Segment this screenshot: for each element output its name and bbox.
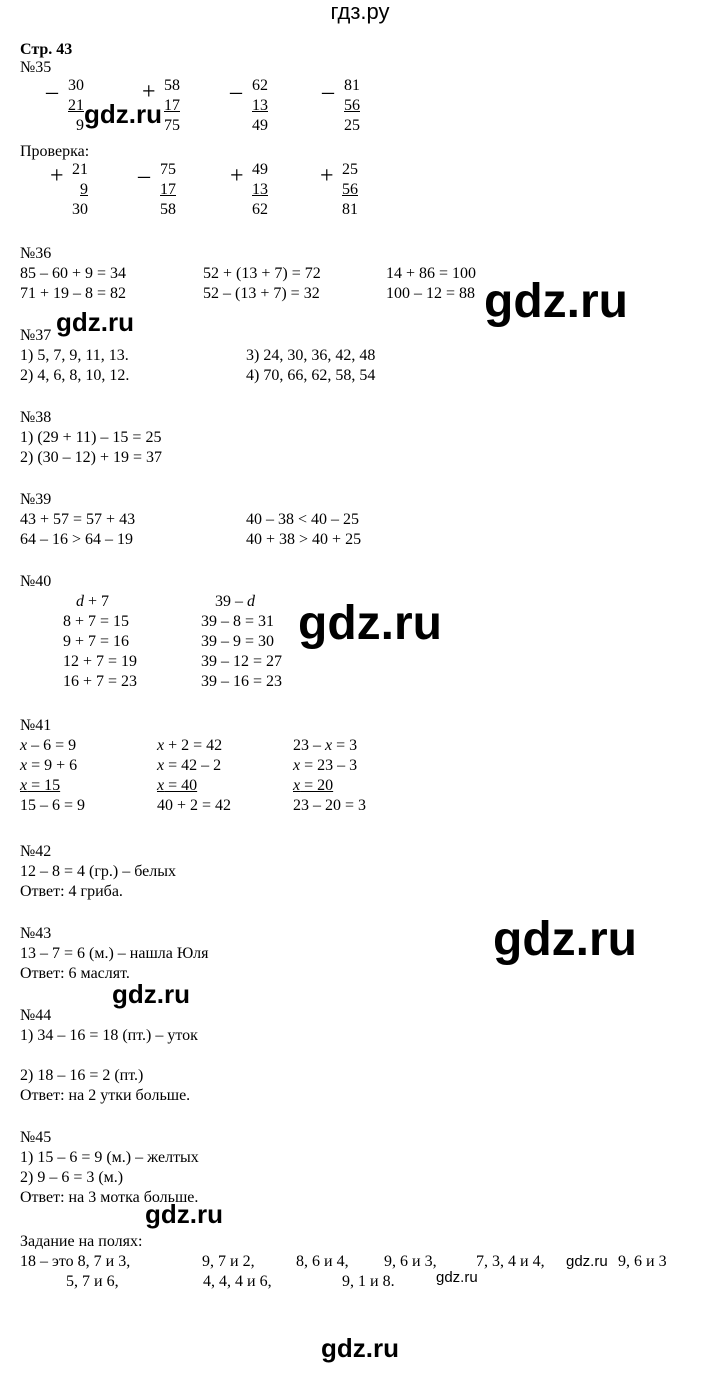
equation: 8 + 7 = 15 — [63, 613, 130, 630]
variable: x — [20, 757, 28, 774]
check-calc-1 — [50, 160, 90, 222]
margin-task-item: 5, 7 и 6, — [66, 1273, 119, 1290]
exercise-35-number: №35 — [20, 59, 52, 76]
watermark: gdz.ru — [56, 307, 134, 337]
sequence: 3) 24, 30, 36, 42, 48 — [246, 347, 376, 364]
variable: x — [157, 757, 165, 774]
equation-step — [157, 756, 231, 776]
margin-task-label: Задание на полях: — [20, 1233, 143, 1250]
operand-a: 75 — [160, 161, 176, 178]
exercise-40-col-2 — [201, 612, 282, 692]
solution-line: 2) 9 – 6 = 3 (м.) — [20, 1169, 124, 1186]
operand-b: 21 — [68, 97, 84, 114]
variable: x — [157, 737, 165, 754]
result: 25 — [344, 117, 360, 134]
exercise-40-number: №40 — [20, 573, 52, 590]
watermark: gdz.ru — [112, 979, 190, 1009]
exercise-36-col-3 — [386, 264, 476, 304]
equation: 52 + (13 + 7) = 72 — [203, 265, 321, 282]
equation-answer — [20, 776, 85, 796]
step-prefix: 23 – — [293, 737, 325, 754]
step-text: = 20 — [300, 777, 334, 794]
operator-sign: – — [230, 79, 242, 105]
operand-a: 25 — [342, 161, 358, 178]
exercise-44-number: №44 — [20, 1007, 52, 1024]
watermark: gdz.ru — [493, 913, 637, 966]
answer-line: Ответ: 4 гриба. — [20, 883, 123, 900]
exercise-38-lines — [20, 428, 162, 468]
exercise-41-col-1 — [20, 736, 85, 816]
equation-step — [20, 756, 85, 776]
exercise-39-col-1 — [20, 510, 135, 550]
equation: 39 – 16 = 23 — [201, 673, 283, 690]
exercise-36-col-1 — [20, 264, 126, 304]
exercise-41-col-3 — [293, 736, 366, 816]
variable: x — [20, 777, 28, 794]
equation: 39 – 9 = 30 — [201, 633, 275, 650]
equation-step — [293, 756, 366, 776]
margin-task-item: 9, 1 и 8. — [342, 1273, 395, 1290]
exercise-41-col-2 — [157, 736, 231, 816]
exercise-45-number: №45 — [20, 1129, 52, 1146]
watermark: gdz.ru — [436, 1269, 478, 1286]
watermark: gdz.ru — [145, 1199, 223, 1229]
operator-sign: + — [230, 163, 244, 189]
watermark: gdz.ru — [321, 1333, 399, 1363]
margin-task-item: 9, 6 и 3 — [618, 1253, 667, 1270]
result: 75 — [164, 117, 180, 134]
operator-sign: – — [46, 79, 58, 105]
step-text: = 40 — [164, 777, 198, 794]
exercise-41-number: №41 — [20, 717, 52, 734]
exercise-36-number: №36 — [20, 245, 52, 262]
check-label: Проверка: — [20, 143, 90, 160]
exercise-39-number: №39 — [20, 491, 52, 508]
variable: d — [247, 593, 255, 610]
result: 49 — [252, 117, 268, 134]
solution-line: 1) 15 – 6 = 9 (м.) – желтых — [20, 1149, 199, 1166]
variable: x — [20, 737, 28, 754]
check-calc-2 — [138, 160, 178, 222]
watermark: gdz.ru — [298, 597, 442, 650]
operand-b: 17 — [160, 181, 176, 198]
operand-a: 30 — [68, 77, 84, 94]
operand-a: 58 — [164, 77, 180, 94]
exercise-37-col-1 — [20, 346, 129, 386]
variable: d — [76, 593, 84, 610]
exercise-38-number: №38 — [20, 409, 52, 426]
step-text: + 2 = 42 — [164, 737, 223, 754]
exercise-43-number: №43 — [20, 925, 52, 942]
margin-task-item: 9, 7 и 2, — [202, 1253, 255, 1270]
answer-line: Ответ: на 3 мотка больше. — [20, 1189, 199, 1206]
column-calc-1 — [46, 76, 86, 138]
equation-answer — [157, 776, 231, 796]
expression-header-1 — [76, 592, 109, 612]
equation: 39 – 8 = 31 — [201, 613, 275, 630]
solution-line: 12 – 8 = 4 (гр.) – белых — [20, 863, 177, 880]
answer-line: Ответ: на 2 утки больше. — [20, 1087, 191, 1104]
equation: 16 + 7 = 23 — [63, 673, 138, 690]
column-calc-3 — [230, 76, 270, 138]
equation: 71 + 19 – 8 = 82 — [20, 285, 127, 302]
operand-a: 21 — [72, 161, 88, 178]
sequence: 2) 4, 6, 8, 10, 12. — [20, 367, 130, 384]
operand-a: 62 — [252, 77, 268, 94]
exercise-42-lines — [20, 862, 176, 902]
expression-header-2 — [215, 592, 255, 612]
operand-b: 56 — [344, 97, 360, 114]
step-text: = 23 – 3 — [300, 757, 358, 774]
exercise-36-col-2 — [203, 264, 321, 304]
result: 30 — [72, 201, 88, 218]
operand-a: 49 — [252, 161, 268, 178]
equation-step — [157, 736, 231, 756]
exercise-39-col-2 — [246, 510, 361, 550]
result: 9 — [76, 117, 84, 134]
exercise-37-number: №37 — [20, 327, 52, 344]
check-calc-4 — [320, 160, 360, 222]
comparison: 40 – 38 < 40 – 25 — [246, 511, 360, 528]
exercise-43-lines — [20, 944, 208, 984]
solution-line: 1) 34 – 16 = 18 (пт.) – уток — [20, 1027, 198, 1044]
equation: 14 + 86 = 100 — [386, 265, 477, 282]
margin-task-item: 8, 6 и 4, — [296, 1253, 349, 1270]
operator-sign: + — [142, 79, 156, 105]
margin-task-item: 18 – это 8, 7 и 3, — [20, 1253, 131, 1270]
equation: 2) (30 – 12) + 19 = 37 — [20, 449, 163, 466]
equation: 100 – 12 = 88 — [386, 285, 476, 302]
operator-sign: + — [320, 163, 334, 189]
operand-b: 17 — [164, 97, 180, 114]
equation: 1) (29 + 11) – 15 = 25 — [20, 429, 162, 446]
solution-line: 2) 18 – 16 = 2 (пт.) — [20, 1067, 144, 1084]
equation: 39 – 12 = 27 — [201, 653, 283, 670]
equation-check: 15 – 6 = 9 — [20, 797, 86, 814]
equation-check: 40 + 2 = 42 — [157, 797, 232, 814]
result: 81 — [342, 201, 358, 218]
answer-line: Ответ: 6 маслят. — [20, 965, 130, 982]
equation-check: 23 – 20 = 3 — [293, 797, 367, 814]
operand-b: 13 — [252, 97, 268, 114]
result: 58 — [160, 201, 176, 218]
operand-b: 9 — [80, 181, 88, 198]
variable: x — [293, 777, 301, 794]
operator-sign: – — [322, 79, 334, 105]
operand-a: 81 — [344, 77, 360, 94]
step-text: = 42 – 2 — [164, 757, 222, 774]
step-text: = 3 — [332, 737, 358, 754]
step-text: – 6 = 9 — [27, 737, 77, 754]
site-header: гдз.ру — [330, 0, 390, 24]
equation: 52 – (13 + 7) = 32 — [203, 285, 320, 302]
exercise-37-col-2 — [246, 346, 375, 386]
variable: x — [325, 737, 333, 754]
exercise-40-col-1 — [63, 612, 137, 692]
margin-task-item: 7, 3, 4 и 4, — [476, 1253, 545, 1270]
watermark: gdz.ru — [84, 99, 162, 129]
equation: 9 + 7 = 16 — [63, 633, 130, 650]
column-calc-4 — [322, 76, 362, 138]
sequence: 1) 5, 7, 9, 11, 13. — [20, 347, 129, 364]
equation: 12 + 7 = 19 — [63, 653, 138, 670]
watermark: gdz.ru — [566, 1253, 608, 1270]
comparison: 40 + 38 > 40 + 25 — [246, 531, 362, 548]
comparison: 64 – 16 > 64 – 19 — [20, 531, 134, 548]
page-label: Стр. 43 — [20, 41, 73, 58]
expression-rest: + 7 — [84, 593, 110, 610]
variable: x — [157, 777, 165, 794]
check-calc-3 — [230, 160, 270, 222]
watermark: gdz.ru — [484, 275, 628, 328]
equation-answer — [293, 776, 366, 796]
variable: x — [293, 757, 301, 774]
operand-b: 13 — [252, 181, 268, 198]
margin-task-item: 4, 4, 4 и 6, — [203, 1273, 272, 1290]
result: 62 — [252, 201, 268, 218]
sequence: 4) 70, 66, 62, 58, 54 — [246, 367, 376, 384]
operator-sign: – — [138, 163, 150, 189]
exercise-42-number: №42 — [20, 843, 52, 860]
equation: 85 – 60 + 9 = 34 — [20, 265, 127, 282]
step-text: = 9 + 6 — [27, 757, 78, 774]
step-text: = 15 — [27, 777, 61, 794]
equation-step — [293, 736, 366, 756]
equation-step — [20, 736, 85, 756]
comparison: 43 + 57 = 57 + 43 — [20, 511, 136, 528]
operator-sign: + — [50, 163, 64, 189]
margin-task-item: 9, 6 и 3, — [384, 1253, 437, 1270]
operand-b: 56 — [342, 181, 358, 198]
solution-line: 13 – 7 = 6 (м.) – нашла Юля — [20, 945, 209, 962]
expression-rest: 39 – — [215, 593, 247, 610]
